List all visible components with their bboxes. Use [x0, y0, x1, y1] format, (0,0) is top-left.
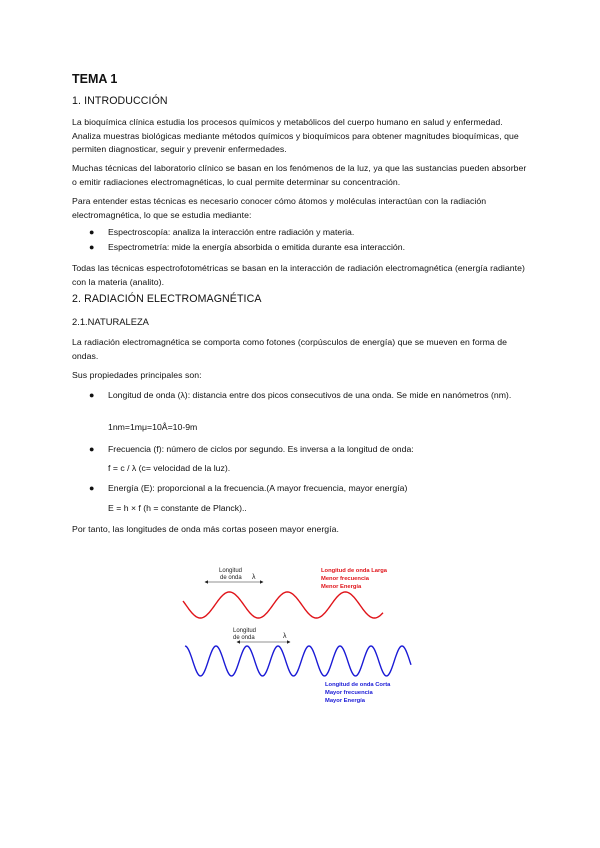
bullet-marker: ● — [89, 242, 95, 252]
formula-energy: E = h × f (h = constante de Planck).. — [108, 503, 247, 513]
paragraph-intro-2: Muchas técnicas del laboratorio clínico se basan en los fenómenos de la luz, ya que las sustancias pueden absorber o emitir radiaciones electromagnéticas, lo cual permite determinar su concentración. — [72, 163, 527, 187]
long-wavelength-wave — [183, 592, 383, 618]
short-legend-line1: Longitud de onda Corta — [325, 682, 391, 688]
bullet-marker: ● — [89, 227, 95, 237]
paragraph-intro-4: Todas las técnicas espectrofotométricas se basan en la interacción de radiación electromagnética (energía radiante) con la materia (analito). — [72, 263, 525, 287]
paragraph-radiation-1: La radiación electromagnética se comporta como fotones (corpúsculos de energía) que se mueven en forma de ondas. — [72, 337, 508, 361]
list-item-frequency: Frecuencia (f): número de ciclos por segundo. Es inversa a la longitud de onda: — [108, 444, 414, 454]
long-wavelength-label-line1: Longitud — [219, 568, 243, 574]
lambda-symbol: λ — [283, 633, 287, 640]
lambda-symbol: λ — [252, 574, 256, 581]
paragraph-radiation-2: Sus propiedades principales son: — [72, 370, 202, 380]
short-wavelength-wave — [185, 646, 411, 676]
formula-wavelength-units: 1nm=1mμ=10Å=10-9m — [108, 422, 198, 432]
list-item-energy: Energía (E): proporcional a la frecuencia.(A mayor frecuencia, mayor energía) — [108, 483, 408, 493]
bullet-marker: ● — [89, 483, 95, 493]
paragraph-conclusion: Por tanto, las longitudes de onda más cortas poseen mayor energía. — [72, 524, 339, 534]
short-legend-line2: Mayor frecuencia — [325, 690, 373, 696]
short-wavelength-label-line2: de onda — [233, 635, 255, 641]
formula-frequency: f = c / λ (c= velocidad de la luz). — [108, 463, 231, 473]
section-heading-introduccion: 1. INTRODUCCIÓN — [72, 95, 168, 107]
bullet-marker: ● — [89, 390, 95, 400]
bullet-marker: ● — [89, 444, 95, 454]
long-wavelength-label-line2: de onda — [220, 575, 242, 581]
short-legend-line3: Mayor Energía — [325, 698, 365, 704]
long-legend-line1: Longitud de onda Larga — [321, 568, 388, 574]
list-item-wavelength: Longitud de onda (λ): distancia entre dos picos consecutivos de una onda. Se mide en nanómetros (nm). — [108, 390, 512, 400]
wave-comparison-figure — [175, 555, 425, 705]
short-wavelength-label-line1: Longitud — [233, 628, 257, 634]
list-item: Espectrometría: mide la energía absorbida o emitida durante esa interacción. — [108, 242, 405, 252]
section-heading-radiacion: 2. RADIACIÓN ELECTROMAGNÉTICA — [72, 293, 262, 305]
long-legend-line2: Menor frecuencia — [321, 576, 369, 582]
page-title: TEMA 1 — [72, 72, 118, 86]
long-legend-line3: Menor Energía — [321, 584, 362, 590]
list-item: Espectroscopía: analiza la interacción entre radiación y materia. — [108, 227, 355, 237]
subsection-heading-naturaleza: 2.1.NATURALEZA — [72, 316, 149, 327]
paragraph-intro-3: Para entender estas técnicas es necesario conocer cómo átomos y moléculas interactúan con la radiación electromagnética, lo que se estudia mediante: — [72, 196, 487, 220]
paragraph-intro-1: La bioquímica clínica estudia los procesos químicos y metabólicos del cuerpo humano en salud y enfermedad. Analiza muestras biológicas mediante métodos químicos y bioquímicos para obtener magnitudes bioquímicas, que permiten diagnosticar, seguir y prevenir enfermedades. — [72, 117, 519, 154]
